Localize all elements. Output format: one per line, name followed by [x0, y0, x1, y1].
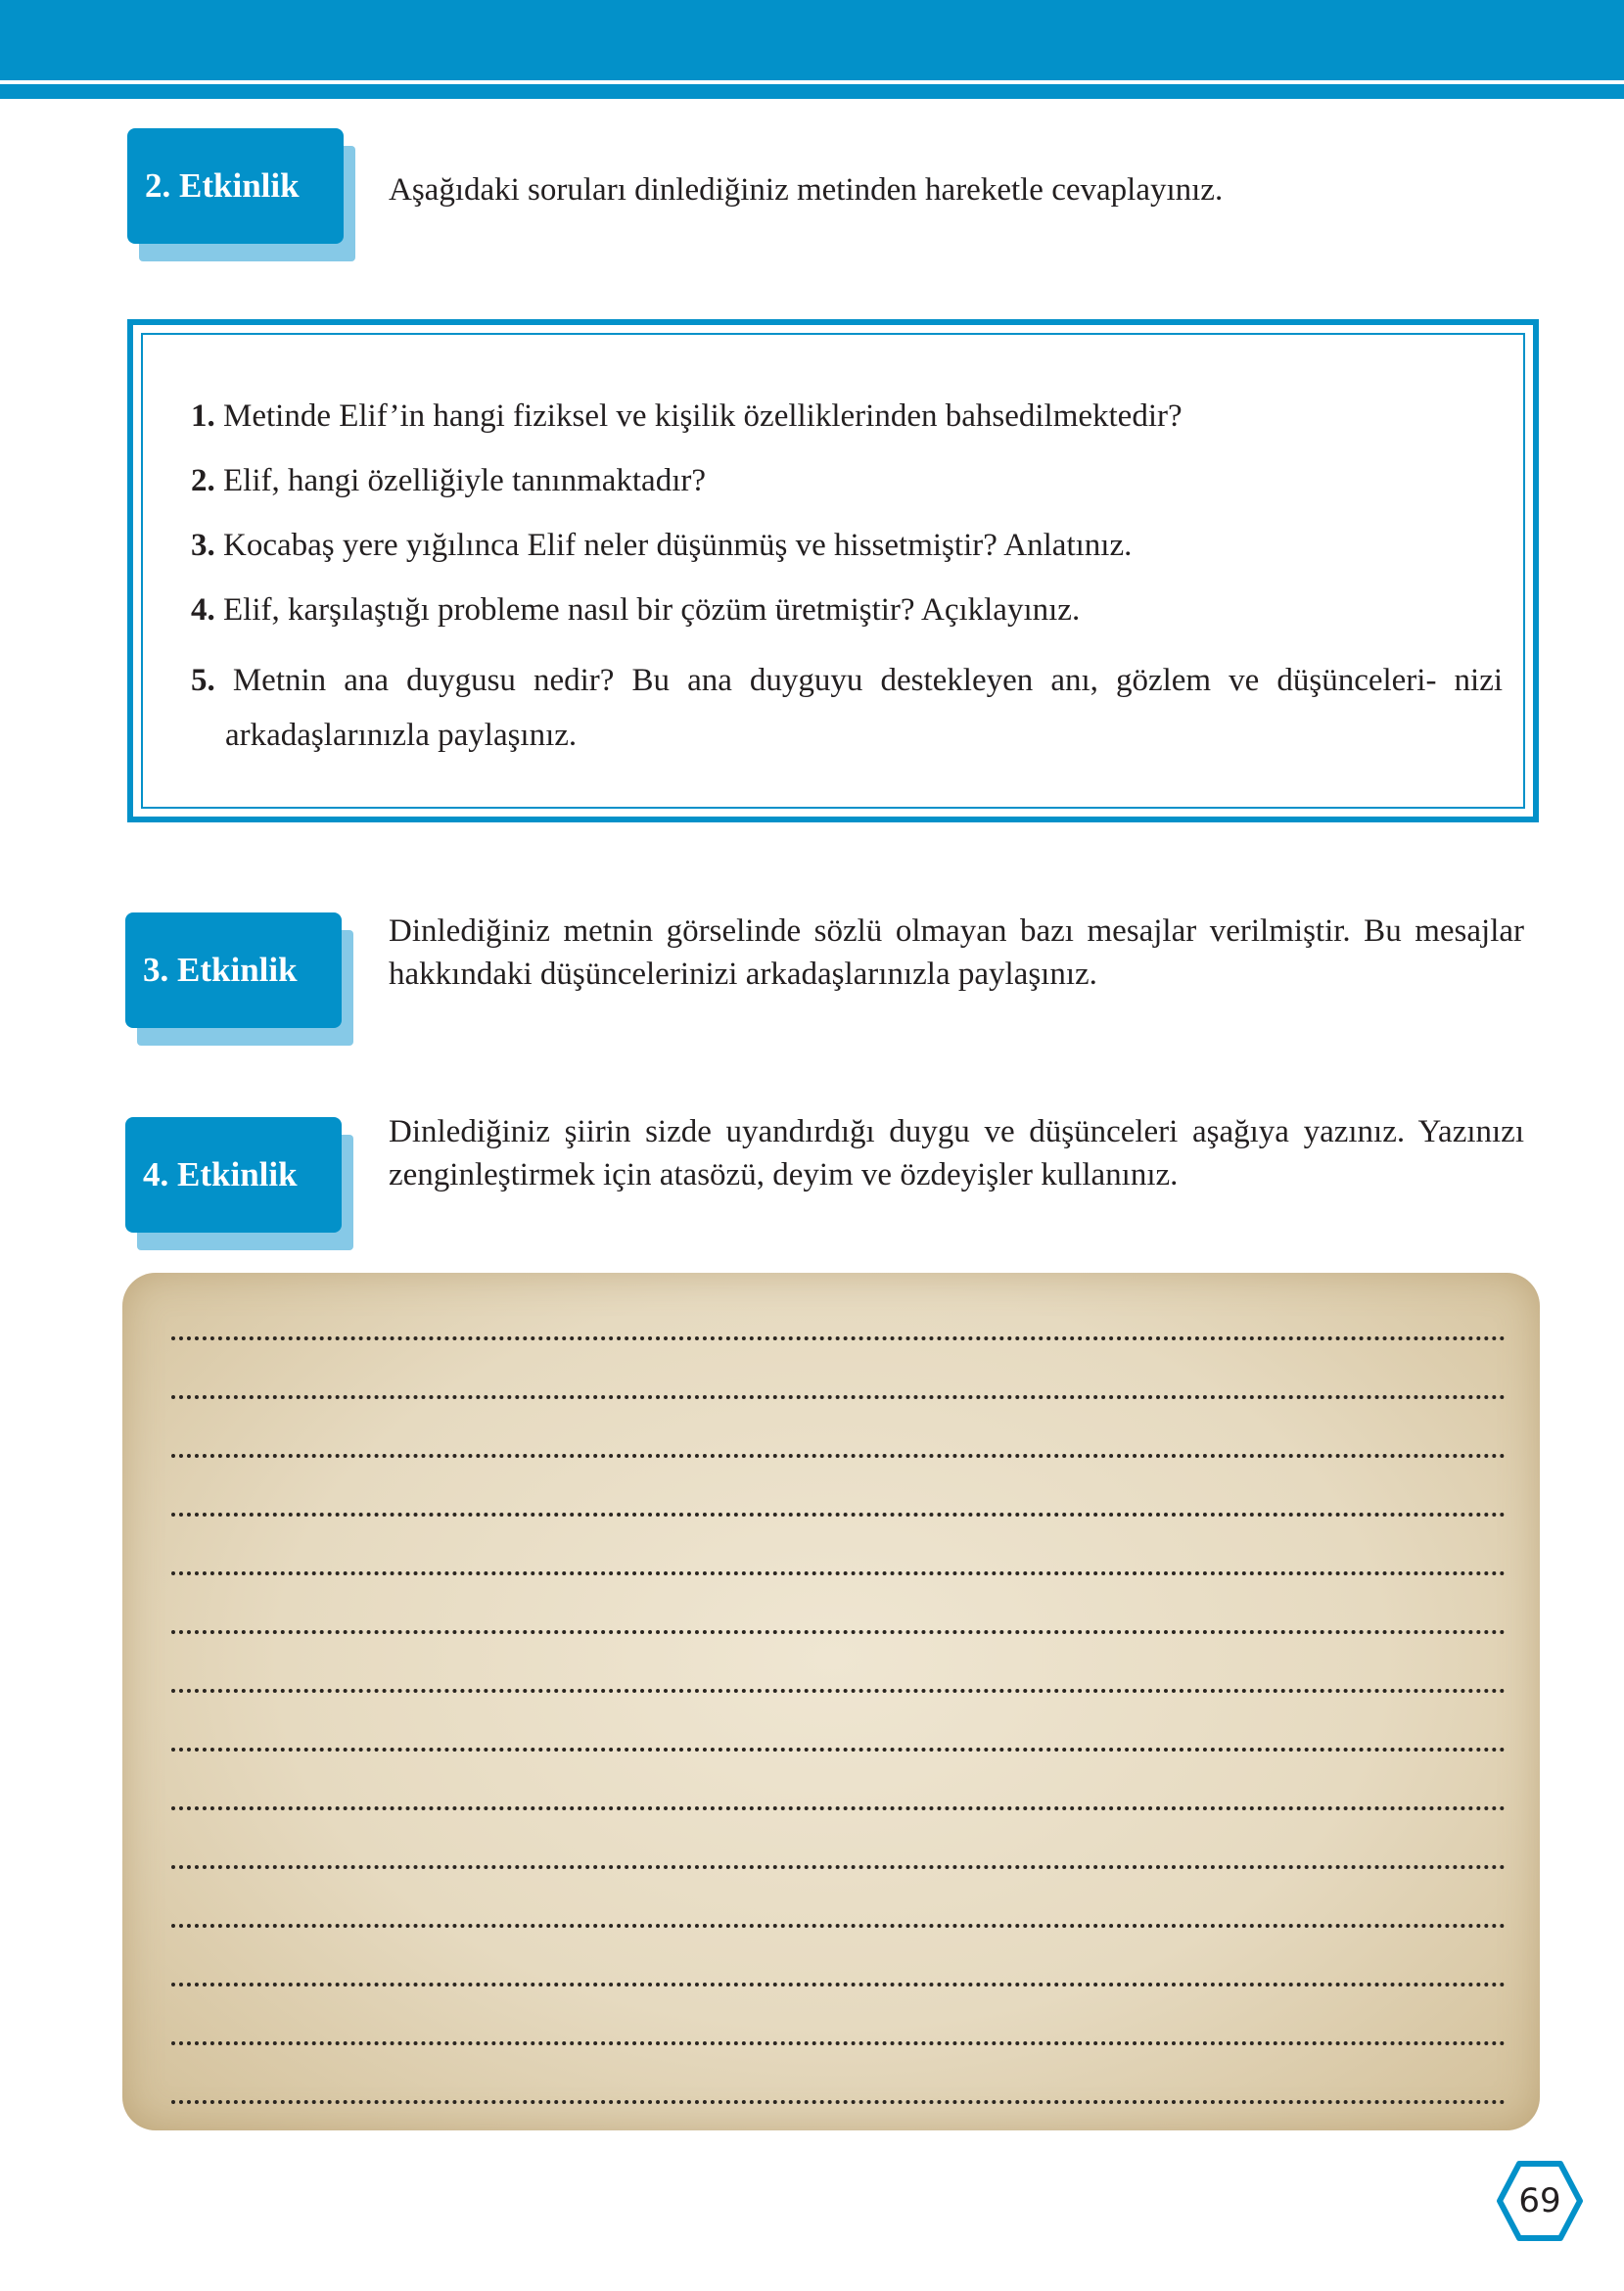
writing-line[interactable]: [171, 1513, 1506, 1517]
question-item: [191, 395, 1503, 438]
writing-line[interactable]: [171, 2041, 1506, 2045]
question-item: [191, 653, 1503, 763]
question-number: 5.: [191, 663, 215, 698]
writing-line[interactable]: [171, 1454, 1506, 1458]
activity-4-badge: [125, 1117, 342, 1233]
header-band: [0, 0, 1624, 80]
question-text: Elif, karşılaştığı probleme nasıl bir çözüm üretmiştir? Açıklayınız.: [223, 592, 1081, 628]
question-item: [191, 588, 1503, 631]
writing-line[interactable]: [171, 1395, 1506, 1399]
activity-4-label: 4. Etkinlik: [125, 1117, 342, 1233]
page-number-badge: [1496, 2160, 1584, 2242]
activity-4-instruction: Dinlediğiniz şiirin sizde uyandırdığı duygu ve düşünceleri aşağıya yazınız. Yazınızı zenginleştirmek için atasözü, deyim ve özdeyişler kullanınız.: [389, 1114, 1524, 1192]
writing-line[interactable]: [171, 1924, 1506, 1928]
writing-line[interactable]: [171, 1336, 1506, 1340]
activity-3-instruction: Dinlediğiniz metnin görselinde sözlü olmayan bazı mesajlar verilmiştir. Bu mesajlar hakkındaki düşüncelerinizi arkadaşlarınızla paylaşınız.: [389, 913, 1524, 992]
writing-line[interactable]: [171, 1689, 1506, 1693]
question-text: Elif, hangi özelliğiyle tanınmaktadır?: [223, 463, 707, 498]
activity-2-label: 2. Etkinlik: [127, 128, 344, 244]
question-text: Kocabaş yere yığılınca Elif neler düşünmüş ve hissetmiştir? Anlatınız.: [223, 528, 1133, 563]
writing-line[interactable]: [171, 1983, 1506, 1987]
writing-line[interactable]: [171, 1806, 1506, 1810]
writing-line[interactable]: [171, 1571, 1506, 1575]
writing-line[interactable]: [171, 1630, 1506, 1634]
writing-line[interactable]: [171, 1748, 1506, 1752]
question-number: 2.: [191, 463, 215, 498]
activity-2-instruction: Aşağıdaki soruları dinlediğiniz metinden hareketle cevaplayınız.: [389, 172, 1224, 208]
question-text: Metnin ana duygusu nedir? Bu ana duyguyu destekleyen anı, gözlem ve düşünceleri- nizi arkadaşlarınızla paylaşınız.: [225, 663, 1504, 753]
question-number: 1.: [191, 398, 215, 434]
activity-3-badge: [125, 912, 342, 1028]
writing-area[interactable]: [122, 1273, 1540, 2130]
activity-3-label: 3. Etkinlik: [125, 912, 342, 1028]
question-number: 4.: [191, 592, 215, 628]
question-text: Metinde Elif’in hangi fiziksel ve kişilik özelliklerinden bahsedilmektedir?: [223, 398, 1183, 434]
activity-2-badge: [127, 128, 344, 244]
header-stripe: [0, 84, 1624, 99]
question-item: [191, 524, 1503, 567]
question-item: [191, 459, 1503, 502]
question-number: 3.: [191, 528, 215, 563]
question-list: [191, 395, 1503, 784]
writing-line[interactable]: [171, 1865, 1506, 1869]
page-number: 69: [1518, 2181, 1561, 2221]
writing-line[interactable]: [171, 2100, 1506, 2104]
